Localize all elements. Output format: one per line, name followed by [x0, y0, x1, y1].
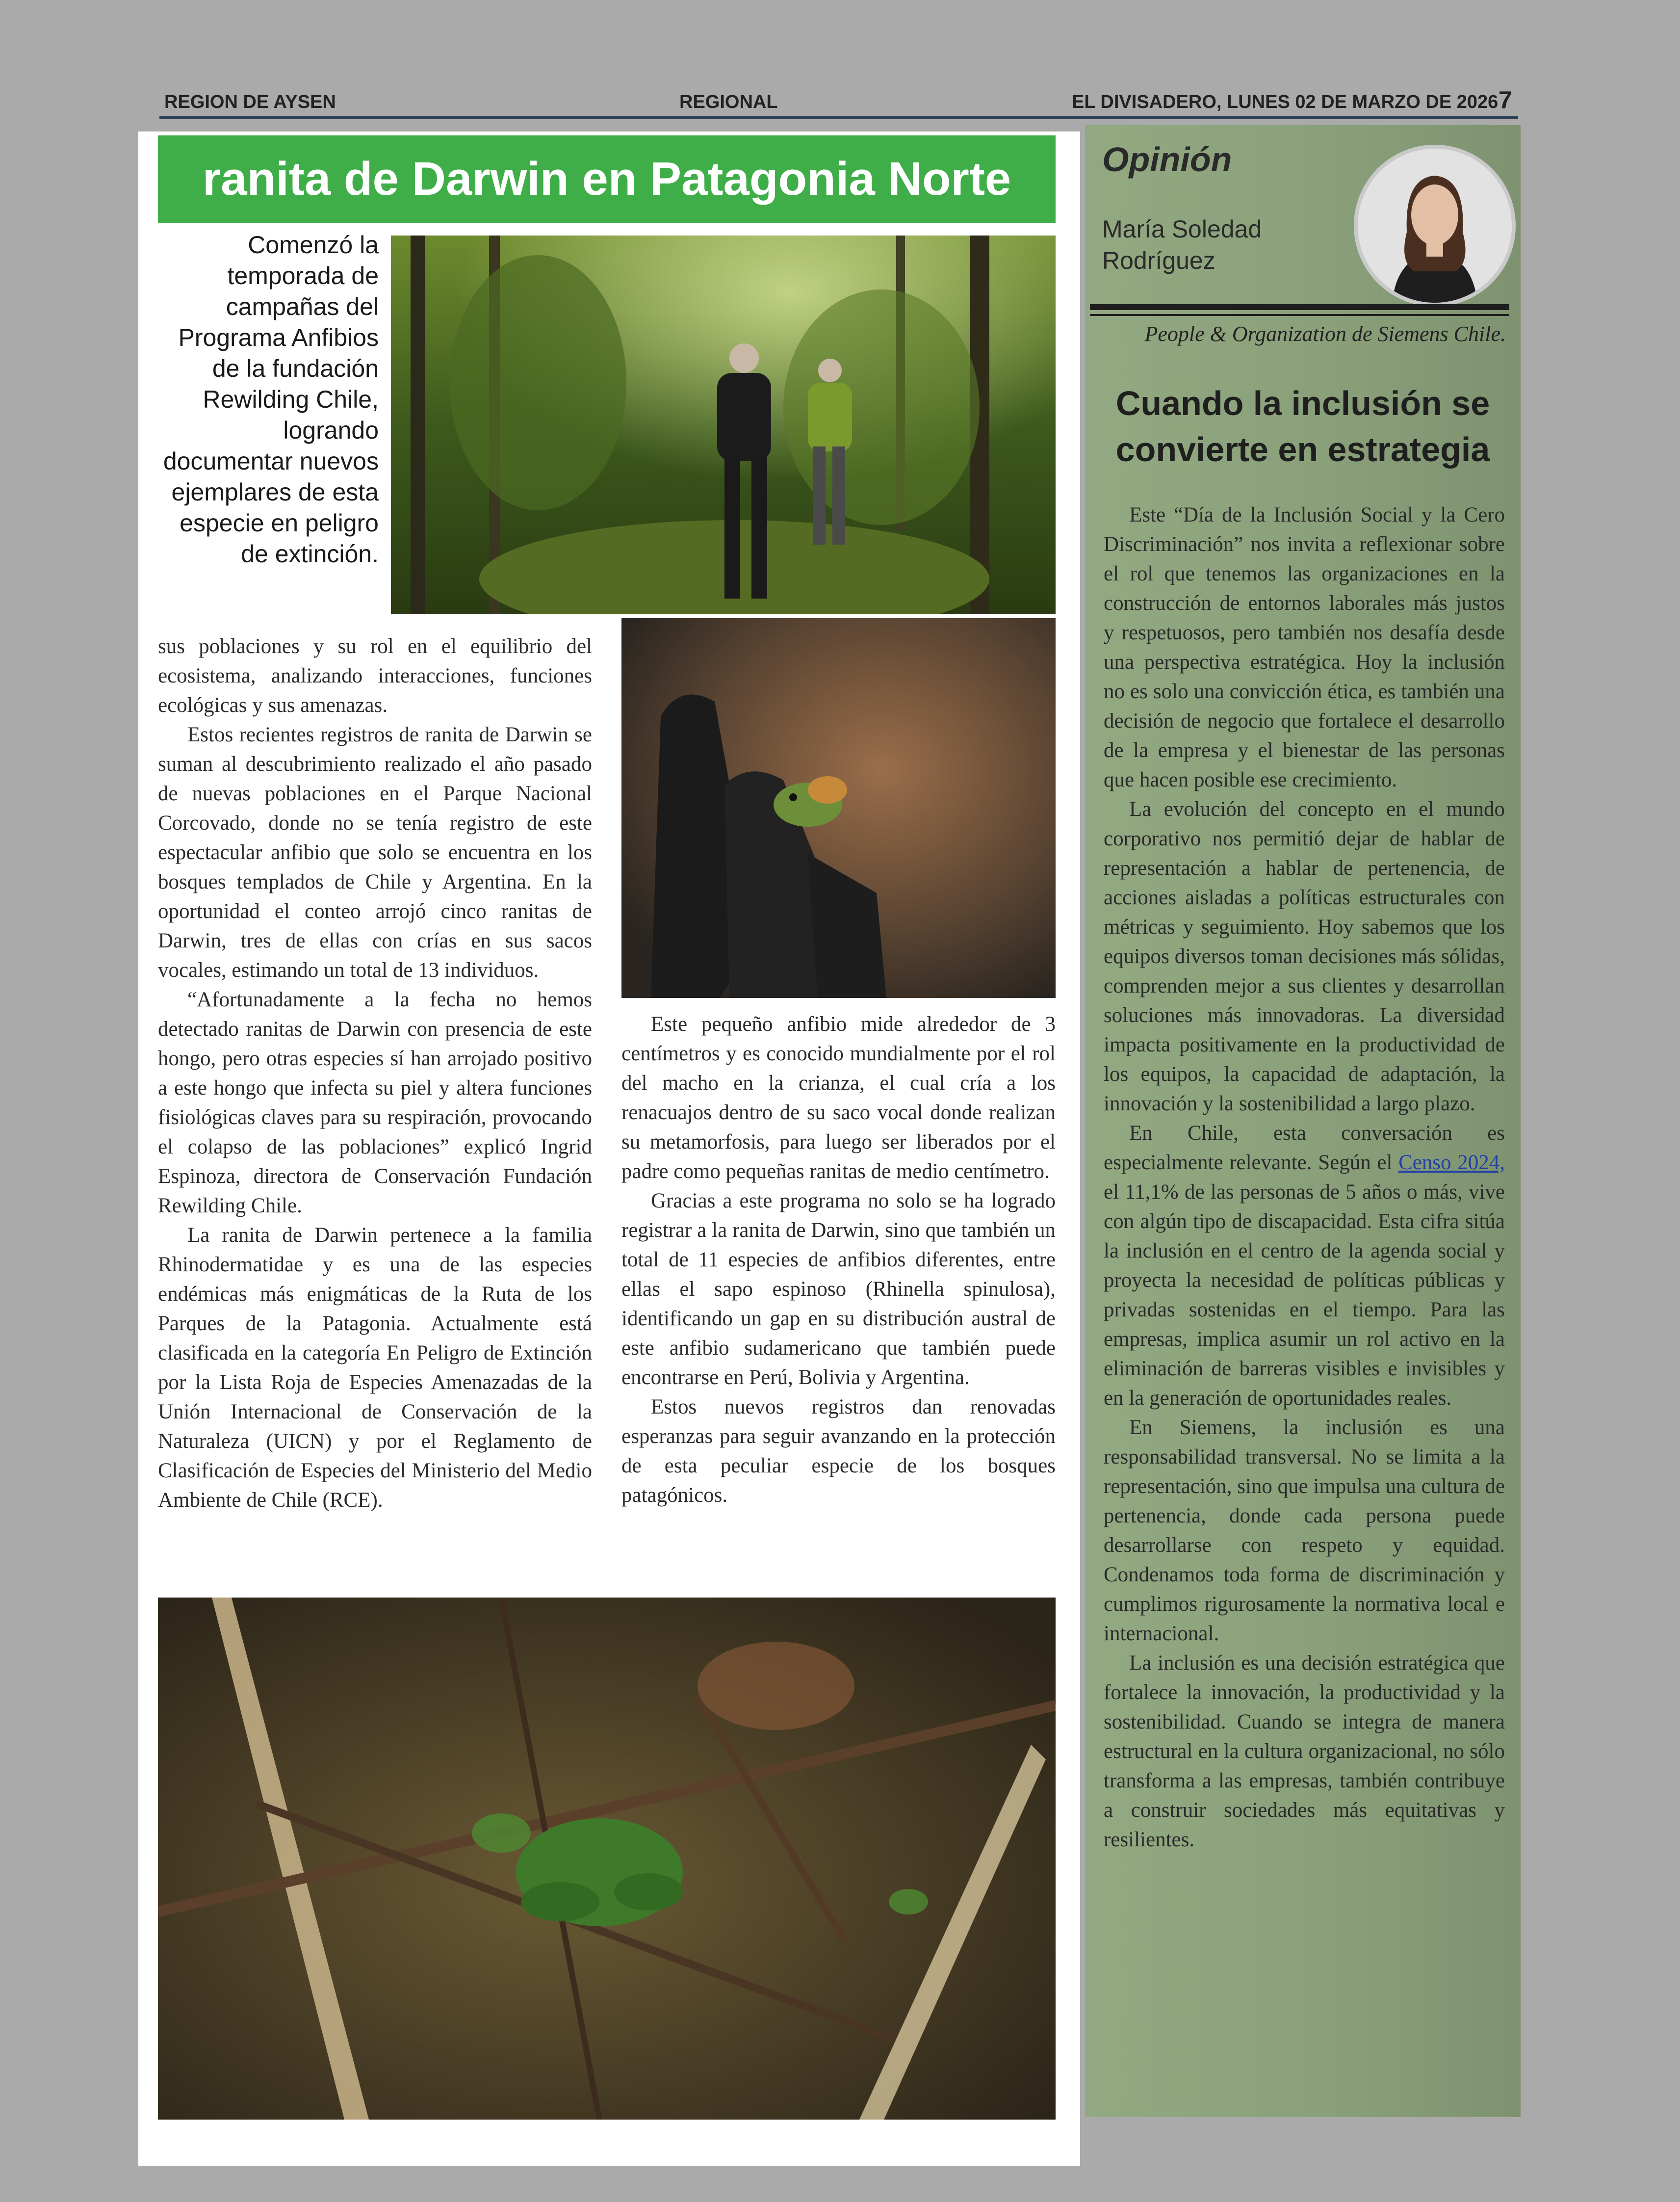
opinion-section-label: Opinión: [1102, 140, 1232, 179]
header-region: REGION DE AYSEN: [164, 92, 336, 112]
opinion-text: el 11,1% de las personas de 5 años o más, vive con algún tipo de discapacidad. Esta cifra sitúa la inclusión en el centro de la agenda social y proyecta la necesidad de políticas públicas y privadas sostenidas en el tiempo. Para las empresas, implica asumir un rol activo en la eliminación de barreras visibles e invisibles y en la generación de oportunidades reales.: [1104, 1180, 1505, 1410]
article-paragraph: Estos recientes registros de ranita de Darwin se suman al descubrimiento realizado el año pasado de nuevas poblaciones en el Parque Nacional Corcovado, donde no se tenía registro de este espectacular anfibio que solo se encuentra en los bosques templados de Chile y Argentina. En la oportunidad el conteo arrojó cinco ranitas de Darwin, tres de ellas con crías en sus sacos vocales, estimando un total de 13 individuos.: [158, 723, 592, 982]
opinion-paragraph: La evolución del concepto en el mundo corporativo nos permitió dejar de hablar de representación a hablar de pertenencia, de acciones aisladas a políticas estructurales con métricas y seguimiento. Hoy sabemos que los equipos diversos toman decisiones más sólidas, comprenden mejor a sus clientes y desarrollan soluciones más innovadoras. La diversidad impacta positivamente en la productividad de los equipos, la capacidad de adaptación, la innovación y la sostenibilidad a largo plazo.: [1104, 798, 1505, 1115]
forest-hikers-photo: [391, 236, 1056, 614]
header-section: REGIONAL: [679, 92, 778, 112]
article-title: ranita de Darwin en Patagonia Norte: [158, 135, 1056, 223]
article-paragraph: La ranita de Darwin pertenece a la familia Rhinodermatidae y es una de las especies endémicas más enigmáticas de la Ruta de los Parques de la Patagonia. Actualmente está clasificada en la categoría En Peligro de Extinción por la Lista Roja de Especies Amenazadas de la Unión Internacional de Conservación de la Naturaleza (UICN) y por el Reglamento de Clasificación de Especies del Ministerio del Medio Ambiente de Chile (RCE).: [158, 1224, 592, 1512]
opinion-paragraph: En Siemens, la inclusión es una responsabilidad transversal. No se limita a la representación, sino que impulsa una cultura de pertenencia, donde cada persona puede desarrollarse con respeto y equidad. Condenamos toda forma de discriminación y cumplimos rigurosamente la normativa local e internacional.: [1104, 1416, 1505, 1645]
frog-forest-floor-photo: [158, 1598, 1056, 2120]
opinion-text: En Chile, esta conversación es especialmente relevante. Según el: [1104, 1122, 1505, 1174]
opinion-paragraph: Este “Día de la Inclusión Social y la Cero Discriminación” nos invita a reflexionar sobre el rol que tenemos las organizaciones en la construcción de entornos laborales más justos y respetuosos, pero también nos desafía desde una perspectiva estratégica. Hoy la inclusión no es solo una convicción ética, es también una decisión de negocio que fortalece el desarrollo de la empresa y el bienestar de las personas que hacen posible ese crecimiento.: [1104, 503, 1505, 791]
article-paragraph: Gracias a este programa no solo se ha logrado registrar a la ranita de Darwin, sino que también un total de 11 especies de anfibios diferentes, entre ellas el sapo espinoso (Rhinella spinulosa), identificando un gap en su distribución austral de este anfibio sudamericano que también puede encontrarse en Perú, Bolivia y Argentina.: [621, 1189, 1056, 1389]
running-header: [159, 86, 1518, 119]
divider: [1090, 314, 1509, 316]
opinion-paragraph: [1104, 1119, 1505, 1413]
article-column-left: [158, 632, 592, 1515]
opinion-headline: Cuando la inclusión se convierte en estrategia: [1115, 384, 1490, 469]
gloved-hand-frog-photo: [621, 618, 1056, 998]
opinion-sidebar: [1085, 125, 1521, 2117]
opinion-body: [1104, 500, 1505, 1855]
header-dateline: EL DIVISADERO, LUNES 02 DE MARZO DE 2026: [1072, 92, 1499, 112]
article-paragraph: sus poblaciones y su rol en el equilibrio del ecosistema, analizando interacciones, funciones ecológicas y sus amenazas.: [158, 635, 592, 717]
opinion-author: María Soledad Rodríguez: [1102, 215, 1262, 274]
article-paragraph: Estos nuevos registros dan renovadas esperanzas para seguir avanzando en la protección de esta peculiar especie de los bosques patagónicos.: [621, 1395, 1056, 1507]
article-page: [138, 131, 1080, 2166]
article-lede: Comenzó la temporada de campañas del Programa Anfibios de la fundación Rewilding Chile, logrando documentar nuevos ejemplares de esta especie en peligro de extinción.: [163, 231, 379, 568]
page-number: 7: [1499, 86, 1512, 114]
divider: [1090, 304, 1509, 310]
opinion-paragraph: La inclusión es una decisión estratégica que fortalece la innovación, la productividad y la sostenibilidad. Cuando se integra de manera estructural en la cultura organizacional, no sólo transforma a las empresas, también contribuye a construir sociedades más equitativas y resilientes.: [1104, 1652, 1505, 1851]
article-column-right: [621, 1010, 1056, 1510]
censo-link[interactable]: Censo 2024,: [1398, 1151, 1505, 1174]
article-paragraph: Este pequeño anfibio mide alrededor de 3 centímetros y es conocido mundialmente por el rol del macho en la crianza, el cual cría a los renacuajos dentro de su saco vocal donde realizan su metamorfosis, para luego ser liberados por el padre como pequeñas ranitas de medio centímetro.: [621, 1013, 1056, 1183]
opinion-affiliation: People & Organization de Siemens Chile.: [1144, 322, 1506, 346]
article-paragraph: “Afortunadamente a la fecha no hemos detectado ranitas de Darwin con presencia de este hongo, pero otras especies sí han arrojado positivo a este hongo que infecta su piel y altera funciones fisiológicas claves para su respiración, provocando el colapso de las poblaciones” explicó Ingrid Espinoza, directora de Conservación Fundación Rewilding Chile.: [158, 988, 592, 1217]
author-avatar: [1354, 145, 1516, 307]
